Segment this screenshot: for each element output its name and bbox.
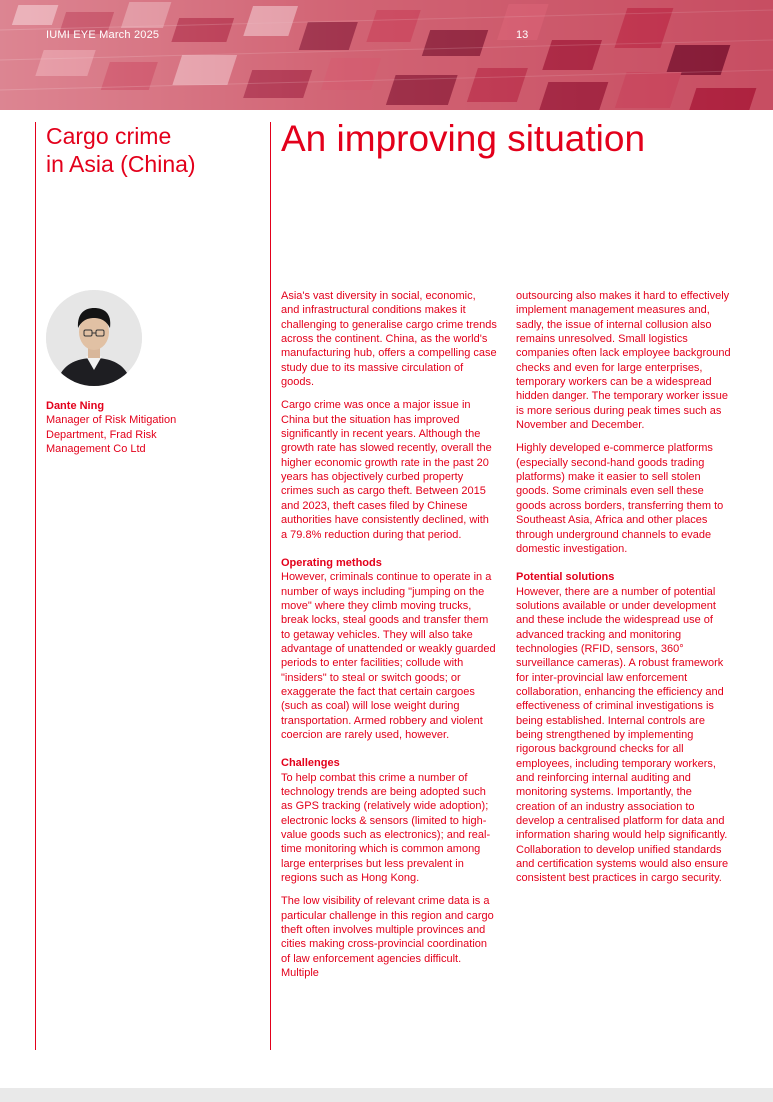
author-role-line-3: Management Co Ltd [46,443,146,456]
author-block [46,399,246,457]
paragraph-operating-methods: However, criminals continue to operate in a number of ways including "jumping on the move" where they climb moving trucks, break locks, steal goods and transfer them to getaway vehicles. They will also take advantage of unattended or weakly guarded periods to enter facilities; collude with "insiders" to steal or switch goods; or exaggerate the fact that certain cargoes (such as coal) will lose weight during transportation. Armed robbery and violent coercion are rarely used, however. [281,571,496,741]
paragraph-ecommerce: Highly developed e-commerce platforms (especially second-hand goods trading platforms) make it easier to sell stolen goods. Some criminals even sell these goods across borders, transferring them to Southeast Asia, Africa and other places through underground channels to evade domestic investigation. [516,442,724,555]
header-banner-container-photo [0,0,773,110]
paragraph-visibility: The low visibility of relevant crime data is a particular challenge in this region and cargo theft often involves multiple provinces and cities making cross-provincial coordination of law enforcement agencies difficult. Multiple [281,895,494,980]
left-rule [35,122,36,1050]
column-rule [270,122,271,1050]
paragraph-outsourcing: outsourcing also makes it hard to effectively implement management measures and, sadly, the issue of internal collusion also remains unresolved. Small logistics companies often lack employee background checks and even for large enterprises, temporary workers can be a widespread hidden danger. The temporary worker issue is more serious during peak times such as November and December. [516,290,731,432]
author-avatar [46,290,142,386]
author-role-line-1: Manager of Risk Mitigation [46,414,177,427]
heading-potential-solutions: Potential solutions [516,571,615,584]
author-portrait-image [46,290,142,386]
viewer-bottom-bar [0,1088,773,1102]
article-column-2 [516,289,734,895]
heading-operating-methods: Operating methods [281,556,382,569]
container-yard-image [0,0,773,110]
author-name: Dante Ning [46,400,105,412]
article-headline: An improving situation [281,118,646,159]
section-title-line-1: Cargo crime [46,123,172,149]
heading-challenges: Challenges [281,757,340,770]
section-title-line-2: in Asia (China) [46,151,196,177]
paragraph-intro: Asia's vast diversity in social, economic, and infrastructural conditions makes it challenging to generalise cargo crime trends across the continent. China, as the world's manufacturing hub, offers a compelling case study due to its massive circulation of goods. [281,290,497,389]
author-role-line-2: Department, Frad Risk [46,428,157,441]
paragraph-situation: Cargo crime was once a major issue in China but the situation has improved significantly in recent years. Although the growth rate has slowed recently, overall the higher economic growth rate in the past 20 years has objectively curbed property crimes such as cargo theft. Between 2015 and 2023, theft cases filed by Chinese authorities have consistently declined, with a 79.8% reduction during that period. [281,399,492,541]
paragraph-challenges: To help combat this crime a number of technology trends are being adopted such as GPS tracking (relatively wide adoption); electronic locks & sensors (limited to high-value goods such as electronics); and real-time monitoring which is common among large enterprises but less prevalent in regions such as Hong Kong. [281,771,491,885]
article-column-1 [281,289,497,989]
issue-label: IUMI EYE March 2025 [46,29,160,41]
page-number: 13 [516,29,529,41]
section-title [46,122,246,178]
paragraph-solutions: However, there are a number of potential solutions available or under development and these include the widespread use of advanced tracking and monitoring technologies (RFID, sensors, 360° surveillance cameras). A robust framework for inter-provincial law enforcement collaboration, enhancing the efficiency and effectiveness of criminal investigations is being established. Internal controls are being strengthened by implementing rigorous background checks for all employees, including temporary workers, and reinforcing internal auditing and monitoring systems. Importantly, the creation of an industry association to develop a centralised platform for data and information sharing would help significantly. Collaboration to develop unified standards and certification systems would also ensure consistent best practices in cargo security. [516,585,729,885]
